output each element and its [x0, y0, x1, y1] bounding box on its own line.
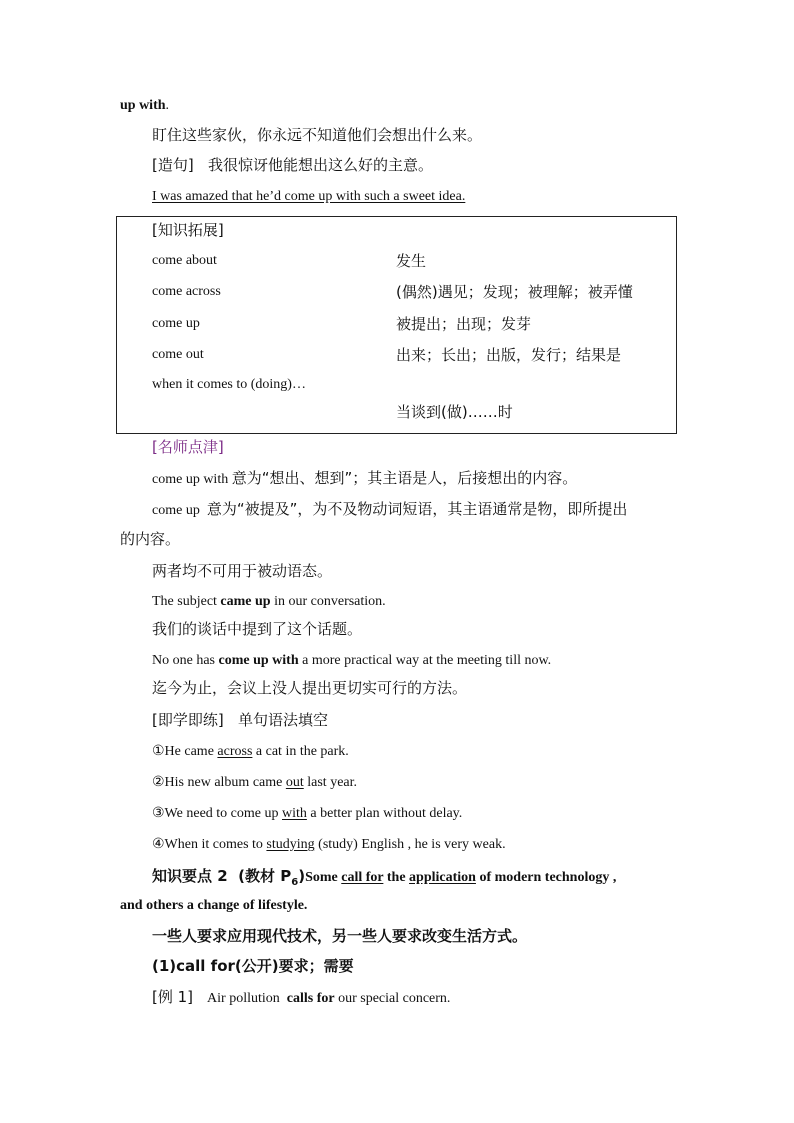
practice-item-1-answer: across [217, 744, 253, 759]
practice-item-3-answer: with [282, 806, 307, 821]
note-2-continued: 的内容。 [120, 530, 181, 548]
example-2-en [152, 651, 551, 671]
point-2-subtitle: (1)call for(公开)要求；需要 [152, 957, 354, 975]
example-1-bold: came up [220, 594, 271, 609]
note-2-en: come up [152, 503, 200, 518]
period: . [165, 98, 170, 113]
practice-item-3-post: a better plan without delay. [310, 806, 463, 821]
practice-item-2 [152, 773, 357, 793]
knowledge-row-2-cn: (偶然)遇见；发现；被理解；被弄懂 [396, 283, 633, 301]
example-part-a: Air pollution [207, 991, 280, 1006]
point-2-line-2: and others a change of lifestyle. [120, 898, 308, 913]
source-subscript: 6 [291, 877, 299, 888]
zaoju-label: [造句] [152, 156, 194, 174]
knowledge-row-4-cn: 出来；长出；出版，发行；结果是 [396, 346, 622, 364]
practice-header [152, 710, 328, 730]
example-part-b: our special concern. [338, 991, 451, 1006]
source-end: ) [298, 867, 306, 885]
example-2-part-b: a more practical way at the meeting till now. [302, 653, 552, 668]
practice-item-4-post: (study) English , he is very weak. [318, 837, 506, 852]
knowledge-row-1-en: come about [152, 253, 217, 268]
point-2-source [238, 867, 306, 888]
practice-item-1 [152, 742, 349, 762]
sentence-rest: of modern technology , [479, 870, 617, 885]
note-3: 两者均不可用于被动语态。 [152, 562, 333, 580]
practice-title: 单句语法填空 [238, 711, 329, 729]
note-1-cn: 意为“想出、想到”；其主语是人，后接想出的内容。 [231, 469, 578, 487]
example-1-part-b: in our conversation. [274, 594, 386, 609]
practice-label: [即学即练] [152, 711, 224, 729]
note-1-en: come up with [152, 472, 229, 487]
sentence-some: Some [305, 870, 338, 885]
practice-item-3-pre: ③We need to come up [152, 806, 279, 821]
example-1-cn: 我们的谈话中提到了这个话题。 [152, 620, 363, 638]
point-2-cn: 一些人要求应用现代技术，另一些人要求改变生活方式。 [152, 927, 528, 945]
phrase-up-with: up with [120, 98, 166, 113]
knowledge-row-1-cn: 发生 [396, 252, 427, 270]
practice-item-4-answer: studying [266, 837, 315, 852]
example-1-en [152, 592, 386, 612]
example-label: [例 1] [152, 988, 194, 1006]
example-2-bold: come up with [218, 653, 299, 668]
knowledge-row-5-cn: 当谈到(做)……时 [396, 403, 513, 421]
teacher-notes-label: [名师点津] [152, 438, 224, 456]
practice-item-1-post: a cat in the park. [255, 744, 349, 759]
note-1 [152, 468, 577, 490]
example-bold: calls for [286, 991, 335, 1006]
example-2-cn: 迄今为止，会议上没人提出更切实可行的方法。 [152, 679, 468, 697]
zaoju-cn: 我很惊讶他能想出这么好的主意。 [208, 156, 434, 174]
practice-item-4-pre: ④When it comes to [152, 837, 263, 852]
knowledge-row-4-en: come out [152, 347, 204, 362]
knowledge-title: [知识拓展] [152, 221, 224, 239]
point-2-line-1 [152, 866, 616, 893]
practice-item-2-post: last year. [307, 775, 358, 790]
example-2-part-a: No one has [152, 653, 215, 668]
practice-item-3 [152, 804, 462, 824]
practice-item-2-pre: ②His new album came [152, 775, 283, 790]
practice-item-2-answer: out [285, 775, 304, 790]
note-2 [152, 499, 627, 521]
zaoju-en-answer: I was amazed that he’d come up with such a sweet idea. [152, 189, 466, 204]
sentence-application: application [409, 870, 476, 885]
knowledge-row-5-en: when it comes to (doing)… [152, 377, 306, 392]
point-2-label: 知识要点 2 [152, 867, 228, 885]
knowledge-row-3-en: come up [152, 316, 200, 331]
knowledge-row-3-cn: 被提出；出现；发芽 [396, 315, 532, 333]
practice-item-4 [152, 835, 506, 855]
sentence-call-for: call for [341, 870, 384, 885]
example-1-part-a: The subject [152, 594, 217, 609]
zaoju-line [152, 155, 433, 175]
intro-cn-translation: 盯住这些家伙，你永远不知道他们会想出什么来。 [152, 126, 483, 144]
source-text: (教材 P [238, 867, 292, 885]
intro-tail [120, 96, 169, 116]
knowledge-row-2-en: come across [152, 284, 221, 299]
point-2-example-1 [152, 987, 450, 1009]
note-2-cn: 意为“被提及”，为不及物动词短语，其主语通常是物，即所提出 [206, 500, 628, 518]
practice-item-1-pre: ①He came [152, 744, 214, 759]
sentence-the: the [386, 870, 406, 885]
